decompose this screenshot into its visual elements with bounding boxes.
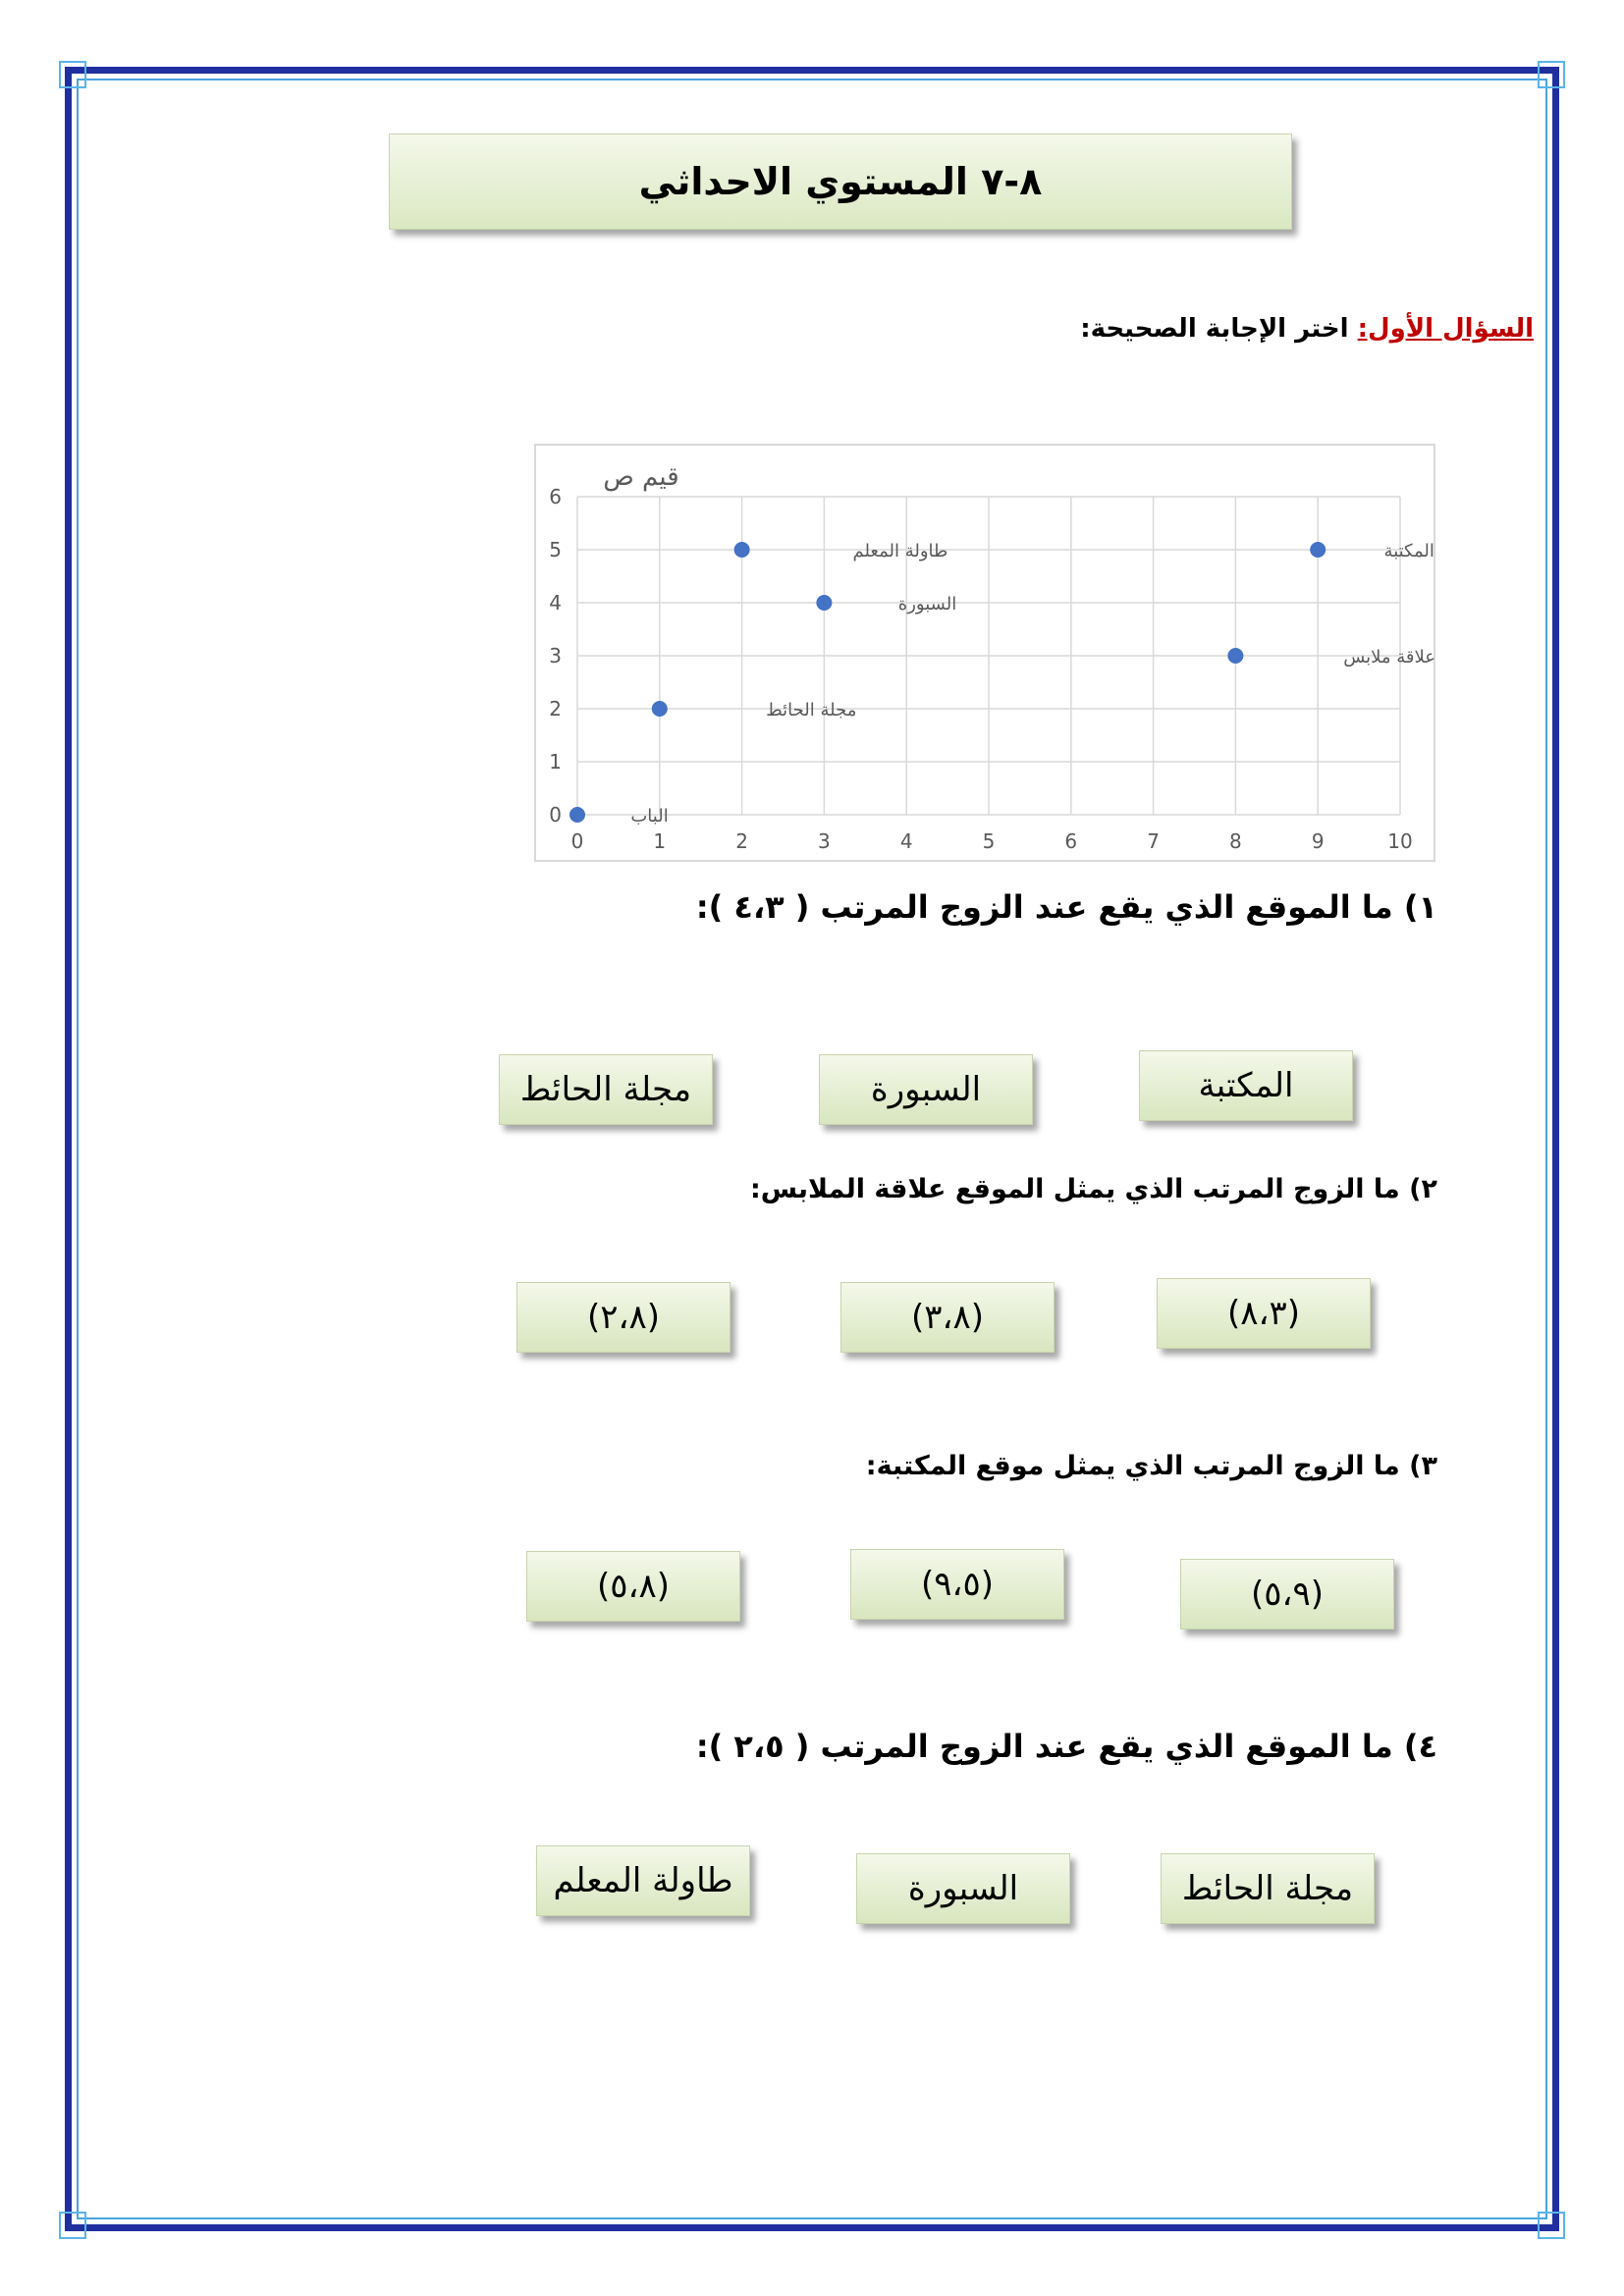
x-tick-label: 0 <box>570 829 584 853</box>
q2-option-3[interactable]: (٢،٨) <box>516 1282 731 1353</box>
chart-canvas <box>536 446 1437 864</box>
data-point <box>652 701 668 717</box>
y-tick-label: 2 <box>549 697 562 721</box>
data-point <box>734 542 750 558</box>
y-tick-label: 5 <box>549 538 562 561</box>
q1-option-2[interactable]: السبورة <box>819 1054 1033 1125</box>
data-label: السبورة <box>897 594 957 614</box>
data-point <box>569 807 585 823</box>
q4-option-2[interactable]: السبورة <box>856 1853 1070 1924</box>
x-tick-label: 9 <box>1311 829 1325 853</box>
data-label: مجلة الحائط <box>766 700 857 721</box>
section-heading <box>1080 314 1534 344</box>
scatter-chart <box>534 444 1435 862</box>
y-tick-label: 1 <box>549 750 562 774</box>
data-label: علاقة ملابس <box>1343 647 1435 667</box>
border-corner-ornament <box>1538 2212 1565 2239</box>
border-corner-ornament <box>59 2212 86 2239</box>
x-tick-label: 8 <box>1229 829 1242 853</box>
border-corner-ornament <box>59 61 86 88</box>
question-4: ٤) ما الموقع الذي يقع عند الزوج المرتب ( ٢،٥ ): <box>695 1728 1437 1765</box>
section-label: السؤال الأول: <box>1357 314 1534 344</box>
section-instruction: اختر الإجابة الصحيحة: <box>1080 314 1358 344</box>
x-tick-label: 3 <box>818 829 831 853</box>
y-tick-label: 3 <box>549 644 562 667</box>
q3-option-3[interactable]: (٥،٨) <box>526 1551 740 1622</box>
x-tick-label: 5 <box>982 829 996 853</box>
data-point <box>1227 648 1243 664</box>
q1-option-3[interactable]: مجلة الحائط <box>499 1054 713 1125</box>
question-2: ٢) ما الزوج المرتب الذي يمثل الموقع علاقة الملابس: <box>749 1174 1437 1204</box>
title-banner <box>389 133 1292 230</box>
data-label: الباب <box>630 806 669 827</box>
y-tick-label: 0 <box>549 803 562 827</box>
data-label: المكتبة <box>1383 541 1435 561</box>
q3-option-2[interactable]: (٩،٥) <box>850 1549 1064 1620</box>
x-tick-label: 10 <box>1387 829 1413 853</box>
x-tick-label: 2 <box>735 829 748 853</box>
page-title: ٨-٧ المستوي الاحداثي <box>638 160 1043 203</box>
data-label: طاولة المعلم <box>852 541 948 561</box>
x-tick-label: 6 <box>1064 829 1078 853</box>
q2-option-1[interactable]: (٨،٣) <box>1157 1278 1371 1349</box>
x-tick-label: 7 <box>1147 829 1160 853</box>
question-3: ٣) ما الزوج المرتب الذي يمثل موقع المكتبة: <box>865 1451 1437 1481</box>
border-corner-ornament <box>1538 61 1565 88</box>
q3-option-1[interactable]: (٥،٩) <box>1180 1559 1394 1629</box>
x-tick-label: 4 <box>899 829 913 853</box>
y-tick-label: 6 <box>549 485 562 508</box>
y-tick-label: 4 <box>549 591 562 614</box>
q1-option-1[interactable]: المكتبة <box>1139 1050 1353 1121</box>
data-point <box>816 595 832 611</box>
q4-option-1[interactable]: مجلة الحائط <box>1161 1853 1375 1924</box>
data-point <box>1310 542 1326 558</box>
x-tick-label: 1 <box>653 829 667 853</box>
q2-option-2[interactable]: (٣،٨) <box>840 1282 1055 1353</box>
q4-option-3[interactable]: طاولة المعلم <box>536 1845 750 1916</box>
y-axis-label: قيم ص <box>603 462 679 492</box>
question-1: ١) ما الموقع الذي يقع عند الزوج المرتب ( ٤،٣ ): <box>695 888 1437 926</box>
